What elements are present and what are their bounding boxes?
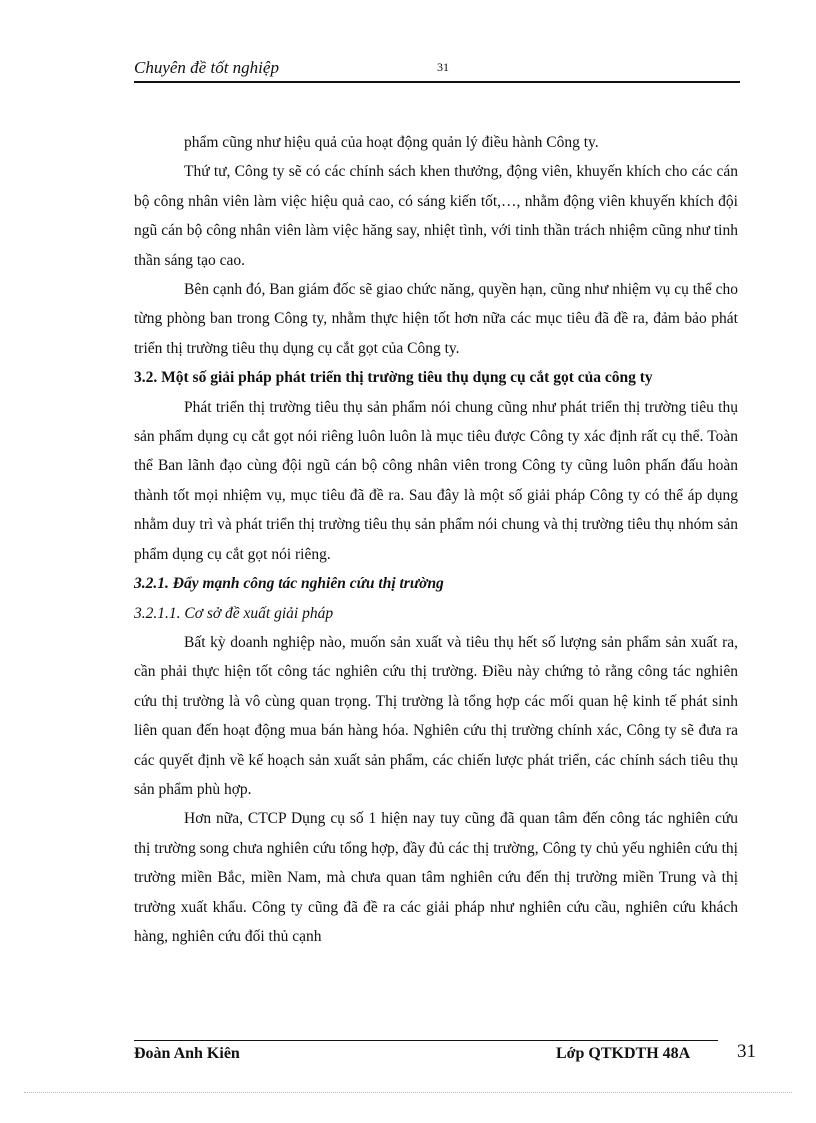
paragraph-hon-nua: Hơn nữa, CTCP Dụng cụ số 1 hiện nay tuy cũng đã quan tâm đến công tác nghiên cứu thị trường song chưa nghiên cứu tổng hợp, đầy đủ các thị trường, Công ty chủ yếu nghiên cứu thị trường miền Bắc, miền Nam, mà chưa quan tâm nghiên cứu đến thị trường miền Trung và thị trường xuất khẩu. Công ty cũng đã đề ra các giải pháp như nghiên cứu cầu, nghiên cứu khách hàng, nghiên cứu đối thủ cạnh (134, 810, 738, 945)
header-title: Chuyên đề tốt nghiệp (134, 58, 279, 77)
page-edge (24, 1092, 792, 1093)
paragraph-thu-tu: Thứ tư, Công ty sẽ có các chính sách khen thưởng, động viên, khuyến khích cho các cán bộ công nhân viên làm việc hiệu quả cao, có sáng kiến tốt,…, nhằm động viên khuyến khích đội ngũ cán bộ công nhân viên làm việc hăng say, nhiệt tình, với tinh thần trách nhiệm cũng như tinh thần sáng tạo cao. (134, 163, 738, 269)
paragraph-phat-trien: Phát triển thị trường tiêu thụ sản phẩm nói chung cũng như phát triển thị trường tiêu thụ sản phẩm dụng cụ cắt gọt nói riêng luôn luôn là mục tiêu được Công ty xác định rất cụ thể. Toàn thể Ban lãnh đạo cùng đội ngũ cán bộ công nhân viên trong Công ty cũng luôn phấn đấu hoàn thành tốt mọi nhiệm vụ, mục tiêu đã đề ra. Sau đây là một số giải pháp Công ty có thể áp dụng nhằm duy trì và phát triển thị trường tiêu thụ sản phẩm nói chung và thị trường tiêu thụ nhóm sản phẩm dụng cụ cắt gọt nói riêng. (134, 398, 739, 563)
footer-class: Lớp QTKDTH 48A (556, 1045, 691, 1062)
section-heading-3-2-1: 3.2.1. Đẩy mạnh công tác nghiên cứu thị trường (134, 575, 444, 593)
header-page-number: 31 (437, 60, 449, 74)
paragraph-bat-ky: Bất kỳ doanh nghiệp nào, muốn sản xuất và tiêu thụ hết số lượng sản phẩm sản xuất ra, cần phải thực hiện tốt công tác nghiên cứu thị trường. Điều này chứng tỏ rằng công tác nghiên cứu thị trường là vô cùng quan trọng. Thị trường là tổng hợp các mối quan hệ kinh tế phát sinh liên quan đến hoạt động mua bán hàng hóa. Nghiên cứu thị trường chính xác, Công ty sẽ đưa ra các quyết định về kế hoạch sản xuất sản phẩm, các chiến lược phát triển, các chính sách tiêu thụ sản phẩm phù hợp. (134, 633, 738, 798)
document-body (134, 128, 738, 951)
section-heading-3-2: 3.2. Một số giải pháp phát triển thị trường tiêu thụ dụng cụ cắt gọt của công ty (134, 369, 653, 387)
footer-rule (134, 1040, 718, 1041)
footer-page-number: 31 (737, 1041, 756, 1062)
paragraph-continuation: phẩm cũng như hiệu quả của hoạt động quản lý điều hành Công ty. (184, 134, 599, 151)
paragraph-ben-canh-do: Bên cạnh đó, Ban giám đốc sẽ giao chức năng, quyền hạn, cũng như nhiệm vụ cụ thể cho từng phòng ban trong Công ty, nhằm thực hiện tốt hơn nữa các mục tiêu đã đề ra, đảm bảo phát triển thị trường tiêu thụ dụng cụ cắt gọt của Công ty. (134, 281, 738, 357)
section-heading-3-2-1-1: 3.2.1.1. Cơ sở đề xuất giải pháp (134, 604, 334, 622)
header-rule (134, 81, 740, 83)
footer-author: Đoàn Anh Kiên (134, 1045, 240, 1062)
